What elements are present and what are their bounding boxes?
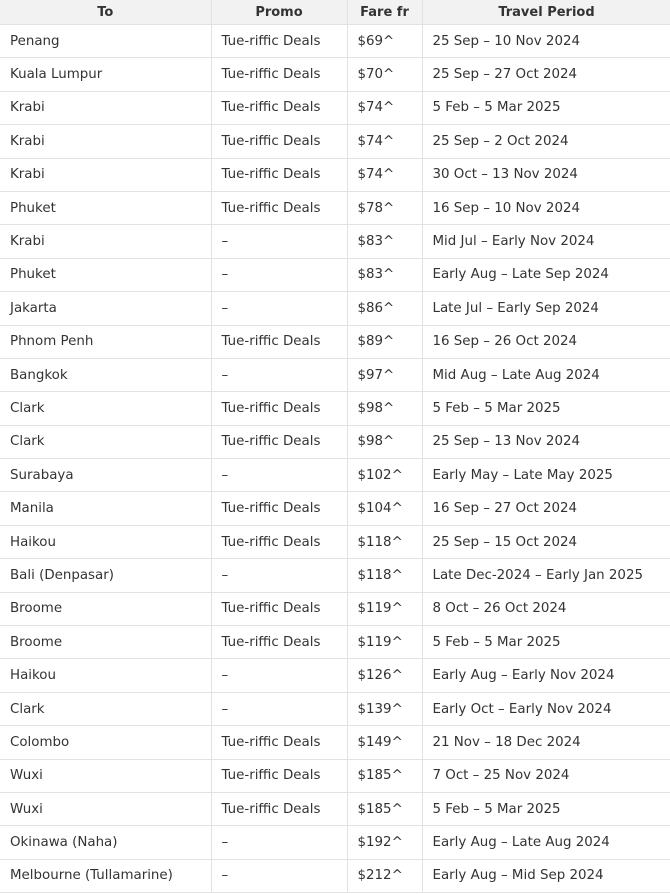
table-row bbox=[0, 592, 670, 625]
table-row bbox=[0, 325, 670, 358]
fare-cell: $70^ bbox=[347, 58, 422, 91]
destination-cell: Clark bbox=[0, 692, 211, 725]
fare-cell: $97^ bbox=[347, 358, 422, 391]
fare-cell: $83^ bbox=[347, 225, 422, 258]
fare-cell: $185^ bbox=[347, 792, 422, 825]
fare-cell: $139^ bbox=[347, 692, 422, 725]
table-row bbox=[0, 659, 670, 692]
destination-cell: Penang bbox=[0, 25, 211, 58]
table-row bbox=[0, 225, 670, 258]
table-row bbox=[0, 292, 670, 325]
fare-cell: $119^ bbox=[347, 592, 422, 625]
promo-cell: – bbox=[211, 292, 347, 325]
table-row bbox=[0, 91, 670, 124]
promo-cell: Tue-riffic Deals bbox=[211, 592, 347, 625]
travel-period-cell: 5 Feb – 5 Mar 2025 bbox=[422, 91, 670, 124]
travel-period-cell: 8 Oct – 26 Oct 2024 bbox=[422, 592, 670, 625]
travel-period-cell: Early Aug – Late Aug 2024 bbox=[422, 826, 670, 859]
destination-cell: Krabi bbox=[0, 125, 211, 158]
table-row bbox=[0, 392, 670, 425]
destination-cell: Haikou bbox=[0, 659, 211, 692]
travel-period-cell: 25 Sep – 10 Nov 2024 bbox=[422, 25, 670, 58]
table-row bbox=[0, 759, 670, 792]
destination-cell: Broome bbox=[0, 592, 211, 625]
table-row bbox=[0, 626, 670, 659]
travel-period-cell: Late Dec-2024 – Early Jan 2025 bbox=[422, 559, 670, 592]
fare-cell: $185^ bbox=[347, 759, 422, 792]
column-header-fare: Fare fr bbox=[347, 0, 422, 25]
destination-cell: Melbourne (Tullamarine) bbox=[0, 859, 211, 892]
travel-period-cell: 16 Sep – 10 Nov 2024 bbox=[422, 191, 670, 224]
destination-cell: Clark bbox=[0, 392, 211, 425]
fare-cell: $212^ bbox=[347, 859, 422, 892]
table-row bbox=[0, 692, 670, 725]
destination-cell: Colombo bbox=[0, 726, 211, 759]
fare-cell: $69^ bbox=[347, 25, 422, 58]
table-row bbox=[0, 492, 670, 525]
travel-period-cell: Early Aug – Early Nov 2024 bbox=[422, 659, 670, 692]
table-row bbox=[0, 258, 670, 291]
travel-period-cell: 5 Feb – 5 Mar 2025 bbox=[422, 792, 670, 825]
travel-period-cell: 21 Nov – 18 Dec 2024 bbox=[422, 726, 670, 759]
destination-cell: Okinawa (Naha) bbox=[0, 826, 211, 859]
table-row bbox=[0, 525, 670, 558]
destination-cell: Manila bbox=[0, 492, 211, 525]
header-row bbox=[0, 0, 670, 25]
destination-cell: Phuket bbox=[0, 258, 211, 291]
travel-period-cell: 25 Sep – 2 Oct 2024 bbox=[422, 125, 670, 158]
fare-cell: $74^ bbox=[347, 125, 422, 158]
destination-cell: Bali (Denpasar) bbox=[0, 559, 211, 592]
fare-cell: $102^ bbox=[347, 459, 422, 492]
promo-cell: Tue-riffic Deals bbox=[211, 726, 347, 759]
table-row bbox=[0, 559, 670, 592]
promo-cell: – bbox=[211, 559, 347, 592]
table-row bbox=[0, 191, 670, 224]
promo-cell: – bbox=[211, 459, 347, 492]
promo-cell: – bbox=[211, 225, 347, 258]
travel-period-cell: 7 Oct – 25 Nov 2024 bbox=[422, 759, 670, 792]
travel-period-cell: 16 Sep – 27 Oct 2024 bbox=[422, 492, 670, 525]
fare-cell: $118^ bbox=[347, 559, 422, 592]
fare-cell: $118^ bbox=[347, 525, 422, 558]
table-row bbox=[0, 158, 670, 191]
fare-cell: $83^ bbox=[347, 258, 422, 291]
fare-cell: $119^ bbox=[347, 626, 422, 659]
destination-cell: Surabaya bbox=[0, 459, 211, 492]
destination-cell: Wuxi bbox=[0, 759, 211, 792]
promo-cell: Tue-riffic Deals bbox=[211, 125, 347, 158]
travel-period-cell: 25 Sep – 27 Oct 2024 bbox=[422, 58, 670, 91]
travel-period-cell: Late Jul – Early Sep 2024 bbox=[422, 292, 670, 325]
travel-period-cell: Early Aug – Mid Sep 2024 bbox=[422, 859, 670, 892]
destination-cell: Wuxi bbox=[0, 792, 211, 825]
fare-cell: $192^ bbox=[347, 826, 422, 859]
promo-cell: Tue-riffic Deals bbox=[211, 58, 347, 91]
destination-cell: Krabi bbox=[0, 158, 211, 191]
destination-cell: Phnom Penh bbox=[0, 325, 211, 358]
promo-cell: Tue-riffic Deals bbox=[211, 792, 347, 825]
fare-cell: $89^ bbox=[347, 325, 422, 358]
destination-cell: Broome bbox=[0, 626, 211, 659]
destination-cell: Kuala Lumpur bbox=[0, 58, 211, 91]
promo-cell: – bbox=[211, 258, 347, 291]
travel-period-cell: 5 Feb – 5 Mar 2025 bbox=[422, 392, 670, 425]
promo-cell: Tue-riffic Deals bbox=[211, 525, 347, 558]
destination-cell: Haikou bbox=[0, 525, 211, 558]
promo-cell: – bbox=[211, 859, 347, 892]
promo-cell: Tue-riffic Deals bbox=[211, 25, 347, 58]
table-row bbox=[0, 859, 670, 892]
promo-cell: – bbox=[211, 692, 347, 725]
table-row bbox=[0, 792, 670, 825]
destination-cell: Phuket bbox=[0, 191, 211, 224]
fare-cell: $98^ bbox=[347, 392, 422, 425]
fare-cell: $78^ bbox=[347, 191, 422, 224]
column-header-travel-period: Travel Period bbox=[422, 0, 670, 25]
fare-cell: $74^ bbox=[347, 91, 422, 124]
promo-cell: Tue-riffic Deals bbox=[211, 158, 347, 191]
promo-cell: Tue-riffic Deals bbox=[211, 325, 347, 358]
destination-cell: Krabi bbox=[0, 91, 211, 124]
table-row bbox=[0, 425, 670, 458]
fare-cell: $149^ bbox=[347, 726, 422, 759]
promo-cell: Tue-riffic Deals bbox=[211, 191, 347, 224]
travel-period-cell: Early Oct – Early Nov 2024 bbox=[422, 692, 670, 725]
travel-period-cell: 16 Sep – 26 Oct 2024 bbox=[422, 325, 670, 358]
promo-cell: Tue-riffic Deals bbox=[211, 626, 347, 659]
promo-cell: – bbox=[211, 358, 347, 391]
destination-cell: Clark bbox=[0, 425, 211, 458]
fare-cell: $74^ bbox=[347, 158, 422, 191]
fare-cell: $86^ bbox=[347, 292, 422, 325]
destination-cell: Krabi bbox=[0, 225, 211, 258]
travel-period-cell: 30 Oct – 13 Nov 2024 bbox=[422, 158, 670, 191]
promo-cell: – bbox=[211, 826, 347, 859]
promo-cell: Tue-riffic Deals bbox=[211, 492, 347, 525]
table-body bbox=[0, 25, 670, 893]
promo-cell: Tue-riffic Deals bbox=[211, 425, 347, 458]
travel-period-cell: 25 Sep – 15 Oct 2024 bbox=[422, 525, 670, 558]
table-row bbox=[0, 358, 670, 391]
table-row bbox=[0, 726, 670, 759]
travel-period-cell: Early Aug – Late Sep 2024 bbox=[422, 258, 670, 291]
table-row bbox=[0, 58, 670, 91]
travel-period-cell: 25 Sep – 13 Nov 2024 bbox=[422, 425, 670, 458]
table-row bbox=[0, 459, 670, 492]
table-row bbox=[0, 125, 670, 158]
destination-cell: Bangkok bbox=[0, 358, 211, 391]
column-header-promo: Promo bbox=[211, 0, 347, 25]
promo-cell: Tue-riffic Deals bbox=[211, 91, 347, 124]
promo-cell: Tue-riffic Deals bbox=[211, 759, 347, 792]
fare-cell: $126^ bbox=[347, 659, 422, 692]
travel-period-cell: Mid Aug – Late Aug 2024 bbox=[422, 358, 670, 391]
table-row bbox=[0, 25, 670, 58]
column-header-to: To bbox=[0, 0, 211, 25]
destination-cell: Jakarta bbox=[0, 292, 211, 325]
travel-period-cell: Early May – Late May 2025 bbox=[422, 459, 670, 492]
travel-period-cell: Mid Jul – Early Nov 2024 bbox=[422, 225, 670, 258]
fare-cell: $98^ bbox=[347, 425, 422, 458]
promo-cell: Tue-riffic Deals bbox=[211, 392, 347, 425]
table-row bbox=[0, 826, 670, 859]
promo-cell: – bbox=[211, 659, 347, 692]
travel-period-cell: 5 Feb – 5 Mar 2025 bbox=[422, 626, 670, 659]
fare-cell: $104^ bbox=[347, 492, 422, 525]
